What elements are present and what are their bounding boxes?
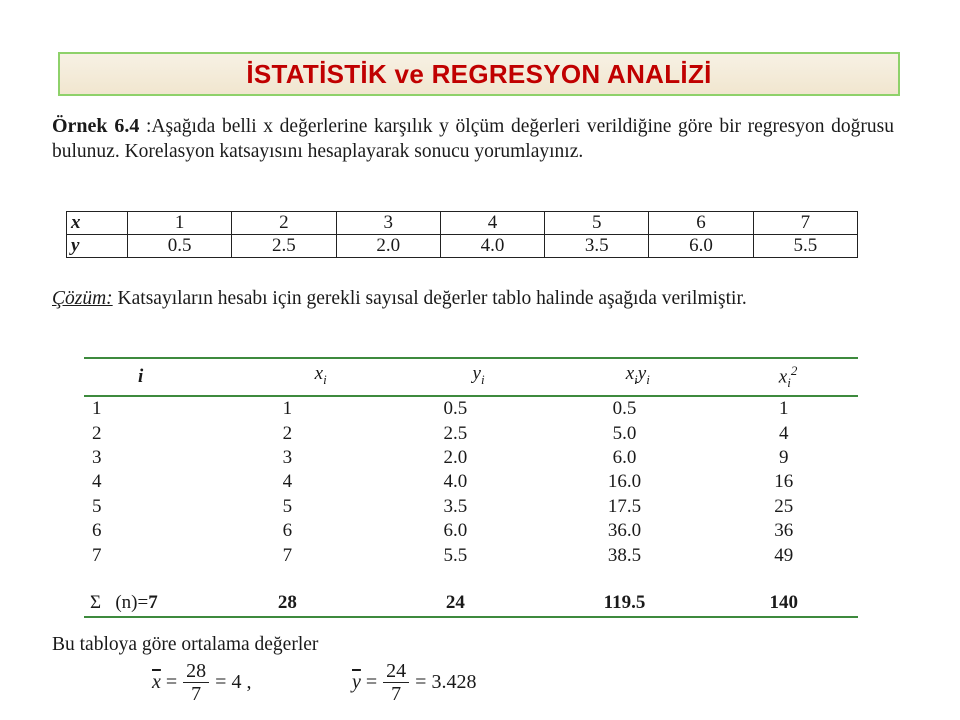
cell-yi: 2.5 <box>443 422 468 444</box>
page-title: İSTATİSTİK ve REGRESYON ANALİZİ <box>246 58 712 89</box>
table-cell: 6.0 <box>649 235 753 258</box>
header-xi-sub: i <box>323 371 327 387</box>
header-xi-base: x <box>314 363 324 385</box>
cell-i: 5 <box>92 495 102 517</box>
title-banner <box>58 52 900 96</box>
xbar-numerator: 28 <box>183 660 209 683</box>
table-rule-bottom <box>84 616 858 618</box>
calc-body-table <box>84 397 858 616</box>
header-xi2-base: x <box>778 366 788 388</box>
table-cell: 3 <box>336 212 440 235</box>
header-xiyi <box>557 359 718 395</box>
cell-yi: 5.5 <box>443 544 468 566</box>
table-cell: 3.5 <box>545 235 649 258</box>
header-xi2-sup: 2 <box>790 363 798 378</box>
cell-xi2: 9 <box>779 447 789 469</box>
cell-xiyi: 5.0 <box>612 422 637 444</box>
ybar-formula <box>352 660 476 705</box>
row-label-y: y <box>67 235 128 258</box>
xbar-result: = 4 , <box>215 671 252 693</box>
header-yi-sub: i <box>480 371 485 387</box>
example-text: :Aşağıda belli x değerlerine karşılık y ölçüm değerleri verildiğine göre bir regresyon doğrusu bulunuz. Korelasyon katsayısını hesaplayarak sonucu yorumlayınız. <box>52 116 894 162</box>
table-cell: 0.5 <box>128 235 232 258</box>
cell-xi: 7 <box>282 544 293 566</box>
cell-i: 4 <box>92 471 102 493</box>
header-xiyi-x: x <box>625 363 635 385</box>
table-cell: 2 <box>232 212 336 235</box>
cell-xi2: 36 <box>774 520 794 542</box>
ybar-var: $\overline{y}$ <box>352 671 361 693</box>
table-cell: 5 <box>545 212 649 235</box>
sum-label <box>84 590 203 616</box>
cell-xi: 1 <box>282 398 293 420</box>
example-label: Örnek 6.4 <box>52 115 140 137</box>
header-xi <box>242 359 400 395</box>
cell-yi: 3.5 <box>443 495 468 517</box>
table-gap-row <box>84 568 858 590</box>
header-yi <box>400 359 558 395</box>
sum-xi2: 140 <box>769 591 799 613</box>
ybar-numerator: 24 <box>383 660 409 683</box>
header-i <box>84 359 242 395</box>
solution-text: Katsayıların hesabı için gerekli sayısal değerler tablo halinde aşağıda verilmiştir. <box>112 288 747 309</box>
header-xiyi-y: y <box>637 363 647 385</box>
xbar-equals: = <box>160 671 178 693</box>
sum-xi: 28 <box>277 591 297 613</box>
cell-xiyi: 17.5 <box>607 495 642 517</box>
cell-xi2: 25 <box>774 495 794 517</box>
ybar-fraction <box>383 660 409 705</box>
xbar-fraction <box>183 660 209 705</box>
cell-xi2: 16 <box>774 471 794 493</box>
cell-xiyi: 0.5 <box>612 398 637 420</box>
cell-i: 1 <box>92 398 102 420</box>
cell-yi: 6.0 <box>443 520 468 542</box>
header-yi-base: y <box>472 363 481 385</box>
xbar-denominator: 7 <box>191 683 202 705</box>
sum-n-value: 7 <box>148 591 158 613</box>
table-row <box>84 519 858 543</box>
table-row <box>84 470 858 494</box>
cell-yi: 4.0 <box>443 471 468 493</box>
table-row <box>84 446 858 470</box>
table-row <box>84 397 858 421</box>
means-intro: Bu tabloya göre ortalama değerler <box>52 634 319 655</box>
cell-i: 3 <box>92 447 102 469</box>
cell-xi2: 49 <box>774 544 794 566</box>
header-xi2 <box>718 359 858 395</box>
ybar-equals: = <box>360 671 378 693</box>
table-header-row <box>84 359 858 395</box>
table-cell: 7 <box>753 212 857 235</box>
cell-i: 6 <box>92 520 102 542</box>
table-row-x <box>67 212 858 235</box>
header-xiyi-ysub: i <box>646 371 650 387</box>
calc-header-table <box>84 359 858 395</box>
table-row <box>84 422 858 446</box>
solution-paragraph <box>52 286 894 311</box>
table-cell: 6 <box>649 212 753 235</box>
cell-yi: 2.0 <box>443 447 468 469</box>
cell-i: 7 <box>92 544 102 566</box>
table-row <box>84 543 858 567</box>
table-cell: 5.5 <box>753 235 857 258</box>
header-xiyi-xsub: i <box>634 371 638 387</box>
cell-i: 2 <box>92 422 102 444</box>
header-xi2-sub: i <box>787 375 791 391</box>
xbar-formula <box>152 660 251 705</box>
sum-n-label: (n)= <box>115 591 149 613</box>
example-paragraph <box>52 114 894 164</box>
sum-xiyi: 119.5 <box>603 591 646 613</box>
data-table <box>66 211 858 258</box>
sum-yi: 24 <box>445 591 465 613</box>
table-cell: 2.0 <box>336 235 440 258</box>
cell-xi: 4 <box>282 471 293 493</box>
table-cell: 1 <box>128 212 232 235</box>
cell-xi: 6 <box>282 520 293 542</box>
xbar-var: $\overline{x}$ <box>152 671 161 693</box>
cell-xi: 2 <box>282 422 293 444</box>
table-row <box>84 495 858 519</box>
cell-xiyi: 6.0 <box>612 447 637 469</box>
sigma-symbol: Σ <box>90 591 102 613</box>
cell-xi: 5 <box>282 495 293 517</box>
table-cell: 2.5 <box>232 235 336 258</box>
solution-label: Çözüm: <box>52 288 113 309</box>
row-label-x: x <box>67 212 128 235</box>
cell-xi2: 1 <box>779 398 789 420</box>
cell-xi2: 4 <box>779 422 789 444</box>
table-sum-row <box>84 590 858 616</box>
ybar-denominator: 7 <box>391 683 402 705</box>
header-i-text: i <box>138 366 144 388</box>
cell-yi: 0.5 <box>443 398 468 420</box>
cell-xiyi: 38.5 <box>607 544 642 566</box>
table-cell: 4 <box>440 212 544 235</box>
cell-xiyi: 36.0 <box>607 520 642 542</box>
ybar-result: = 3.428 <box>415 671 477 693</box>
table-row-y <box>67 235 858 258</box>
calculation-table <box>84 357 858 618</box>
cell-xiyi: 16.0 <box>607 471 642 493</box>
cell-xi: 3 <box>282 447 293 469</box>
table-cell: 4.0 <box>440 235 544 258</box>
